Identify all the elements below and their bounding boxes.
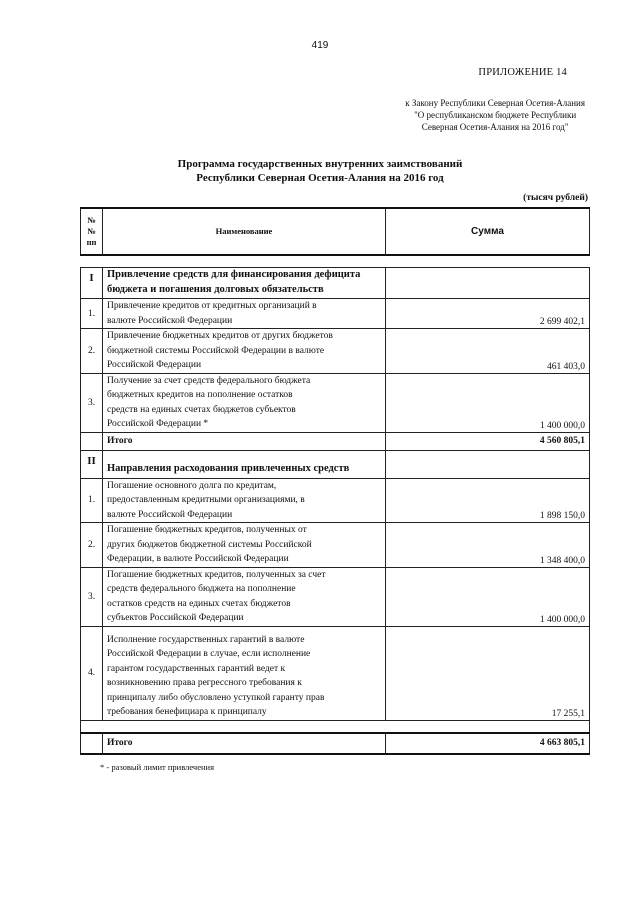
row-name-line: Получение за счет средств федерального бюджета	[107, 375, 311, 386]
row-name-line: бюджетных кредитов на пополнение остатков	[107, 390, 293, 400]
spacer-row	[81, 720, 590, 733]
total-sum: 4 663 805,1	[386, 733, 590, 754]
law-reference-line: к Закону Республики Северная Осетия-Алания	[405, 98, 585, 108]
table-row	[81, 329, 590, 374]
row-name	[103, 567, 386, 626]
row-name-line: средств федерального бюджета на пополнение	[107, 584, 296, 594]
row-sum: 461 403,0	[386, 329, 590, 374]
footnote: * - разовый лимит привлечения	[100, 762, 214, 772]
total-sum: 4 560 805,1	[386, 432, 590, 450]
section-sum	[386, 450, 590, 478]
row-name	[103, 299, 386, 329]
row-name-line: Погашение основного долга по кредитам,	[107, 480, 277, 491]
header-number-line: пп	[86, 237, 97, 247]
row-name-line: валюте Российской Федерации	[107, 315, 233, 326]
row-number: 3.	[81, 373, 103, 432]
row-number: 4.	[81, 626, 103, 720]
row-name-line: возникновению права регрессного требования к	[107, 678, 302, 688]
row-number: 1.	[81, 299, 103, 329]
row-number: 2.	[81, 329, 103, 374]
row-name	[103, 523, 386, 568]
row-sum: 1 400 000,0	[386, 567, 590, 626]
row-name-line: Привлечение бюджетных кредитов от других бюджетов	[107, 331, 333, 341]
row-name-line: требования бенефициара к принципалу	[107, 707, 267, 717]
row-name	[103, 626, 386, 720]
row-name-line: бюджетной системы Российской Федерации в валюте	[107, 345, 325, 356]
row-name-line: субъектов Российской Федерации	[107, 613, 244, 623]
page-number: 419	[311, 40, 329, 51]
row-name	[103, 478, 386, 523]
row-sum: 1 898 150,0	[386, 478, 590, 523]
row-name-line: гарантом государственных гарантий ведет к	[107, 663, 286, 674]
row-name-line: Российской Федерации в случае, если исполнение	[107, 649, 311, 659]
section-name	[103, 268, 386, 299]
row-name-line: средств на единых счетах бюджетов субъектов	[107, 404, 296, 415]
total-label: Итого	[103, 432, 386, 450]
section-sum	[386, 268, 590, 299]
row-sum: 1 348 400,0	[386, 523, 590, 568]
header-sum: Сумма	[386, 208, 590, 255]
section-name	[103, 450, 386, 478]
section-number: I	[81, 268, 103, 299]
row-number: 3.	[81, 567, 103, 626]
row-name-line: других бюджетов бюджетной системы Российской	[107, 539, 312, 550]
row-name-line: Привлечение кредитов от кредитных организаций в	[107, 301, 317, 311]
header-name: Наименование	[103, 208, 386, 255]
table-row	[81, 626, 590, 720]
header-number-line: №№	[87, 215, 96, 236]
document-title-line: Программа государственных внутренних заимствований	[177, 158, 463, 170]
table-header-row	[81, 208, 590, 255]
total-row	[81, 432, 590, 450]
total-number	[81, 432, 103, 450]
section-number: II	[81, 450, 103, 478]
section-name-line: Привлечение средств для финансирования дефицита	[107, 269, 361, 280]
row-number: 2.	[81, 523, 103, 568]
row-name-line: принципалу либо обусловлено уступкой гаранту прав	[107, 692, 325, 703]
units-label: (тысяч рублей)	[523, 193, 588, 203]
table-row	[81, 567, 590, 626]
law-reference-line: "О республиканском бюджете Республики	[414, 110, 577, 120]
row-sum: 2 699 402,1	[386, 299, 590, 329]
law-reference-line: Северная Осетия-Алания на 2016 год"	[421, 122, 569, 132]
section-name-line: Направления расходования привлеченных средств	[107, 463, 350, 474]
borrowing-program-table	[80, 207, 590, 755]
row-name-line: Российской Федерации *	[107, 419, 209, 429]
section-row	[81, 450, 590, 478]
table-row	[81, 523, 590, 568]
section-name-line: бюджета и погашения долговых обязательств	[107, 283, 324, 295]
row-sum: 1 400 000,0	[386, 373, 590, 432]
appendix-label: ПРИЛОЖЕНИЕ 14	[478, 67, 567, 78]
row-name-line: Погашение бюджетных кредитов, полученных от	[107, 525, 307, 535]
row-sum: 17 255,1	[386, 626, 590, 720]
row-name-line: валюте Российской Федерации	[107, 509, 233, 520]
row-name-line: Погашение бюджетных кредитов, полученных за счет	[107, 569, 326, 580]
table-row	[81, 373, 590, 432]
row-name	[103, 329, 386, 374]
total-row	[81, 733, 590, 754]
row-name-line: предоставленным кредитными организациями, в	[107, 495, 305, 505]
document-title-line: Республики Северная Осетия-Алания на 2016 год	[196, 172, 444, 184]
row-name-line: Российской Федерации	[107, 360, 202, 370]
section-row	[81, 268, 590, 299]
spacer-row	[81, 255, 590, 268]
row-number: 1.	[81, 478, 103, 523]
header-number	[81, 208, 103, 255]
table-row	[81, 478, 590, 523]
row-name-line: Федерации, в валюте Российской Федерации	[107, 554, 289, 564]
law-reference	[405, 97, 585, 133]
row-name-line: остатков средств на единых счетах бюджетов	[107, 598, 291, 609]
total-number	[81, 733, 103, 754]
row-name	[103, 373, 386, 432]
table-row	[81, 299, 590, 329]
row-name-line: Исполнение государственных гарантий в валюте	[107, 634, 305, 645]
document-title	[0, 157, 640, 185]
total-label: Итого	[103, 733, 386, 754]
